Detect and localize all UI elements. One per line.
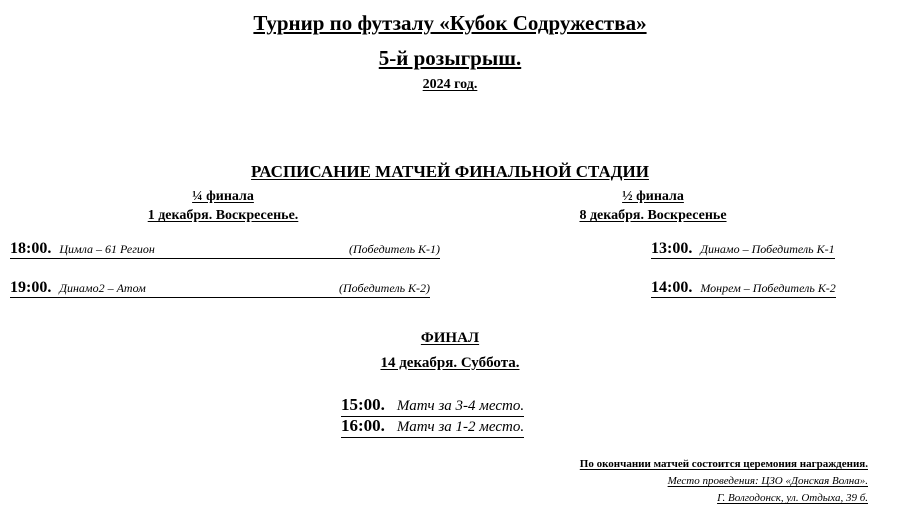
semifinal-match-2 (651, 279, 836, 298)
match-teams: Монрем – Победитель К-2 (700, 281, 836, 295)
semifinal-date: 8 декабря. Воскресенье (579, 208, 727, 223)
quarterfinal-heading: ¼ финала (192, 189, 254, 204)
semifinal-match-1 (651, 240, 835, 259)
match-time: 14:00. (651, 279, 693, 296)
year-label: 2024 год. (422, 77, 478, 92)
schedule-title: РАСПИСАНИЕ МАТЧЕЙ ФИНАЛЬНОЙ СТАДИИ (251, 162, 649, 181)
quarterfinal-match-1 (10, 240, 440, 259)
quarterfinal-match-2 (10, 279, 430, 298)
match-time: 13:00. (651, 240, 693, 257)
edition-label: 5-й розыгрыш. (378, 46, 522, 70)
match-teams: Динамо2 – Атом (59, 281, 146, 295)
match-time: 15:00. (341, 395, 385, 414)
match-teams: Цимла – 61 Регион (59, 242, 155, 256)
venue-note: Место проведения: ЦЗО «Донская Волна». (667, 475, 868, 487)
final-date: 14 декабря. Суббота. (380, 355, 520, 371)
match-teams: Динамо – Победитель К-1 (700, 242, 835, 256)
match-time: 19:00. (10, 279, 52, 296)
match-winner-label: (Победитель К-2) (339, 281, 430, 295)
address-note: Г. Волгодонск, ул. Отдыха, 39 б. (717, 492, 868, 504)
semifinal-heading: ½ финала (622, 189, 684, 204)
tournament-title: Турнир по футзалу «Кубок Содружества» (253, 11, 647, 35)
quarterfinal-date: 1 декабря. Воскресенье. (147, 208, 299, 223)
match-time: 18:00. (10, 240, 52, 257)
final-heading: ФИНАЛ (420, 330, 480, 346)
match-teams: Матч за 1-2 место. (396, 419, 525, 435)
match-teams: Матч за 3-4 место. (396, 398, 525, 414)
match-winner-label: (Победитель К-1) (349, 242, 440, 256)
match-time: 16:00. (341, 416, 385, 435)
final-match-2 (341, 416, 524, 438)
ceremony-note: По окончании матчей состоится церемония награждения. (579, 458, 868, 470)
final-match-1 (341, 395, 524, 417)
